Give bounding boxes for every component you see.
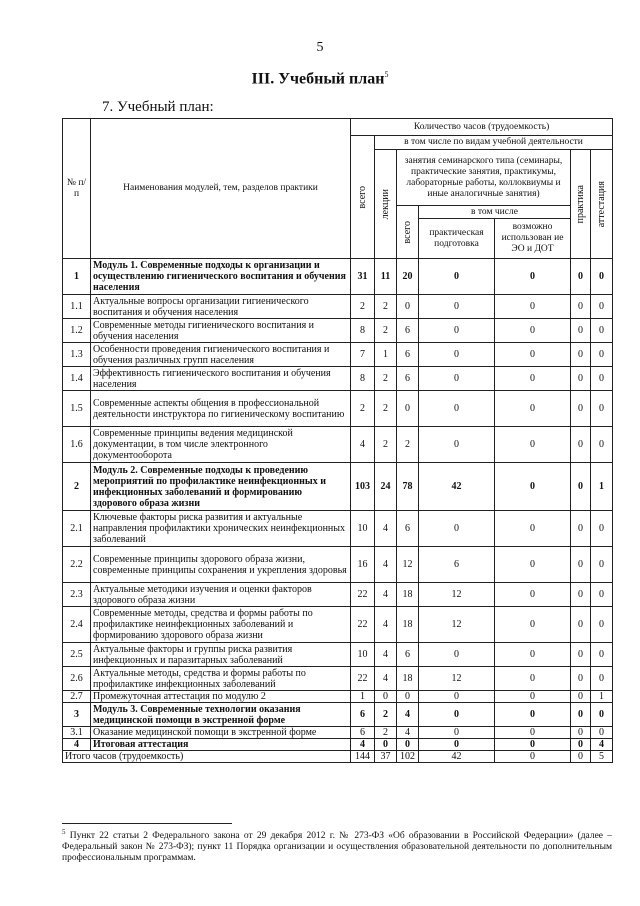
row-sem-total: 6 [397,343,419,367]
row-practical: 0 [419,259,495,295]
row-eo: 0 [495,739,571,751]
row-name: Актуальные вопросы организации гигиенического воспитания и обучения населения [91,295,351,319]
row-practice: 0 [571,703,591,727]
row-num: 3.1 [63,727,91,739]
row-num: 1.3 [63,343,91,367]
row-name: Эффективность гигиенического воспитания и обучения населения [91,367,351,391]
row-attestation: 0 [591,511,613,547]
row-lectures: 2 [375,319,397,343]
row-attestation: 0 [591,259,613,295]
row-practice: 0 [571,667,591,691]
row-attestation: 0 [591,391,613,427]
row-num: 2.7 [63,691,91,703]
row-practice: 0 [571,739,591,751]
row-total: 6 [351,703,375,727]
row-eo: 0 [495,367,571,391]
row-total: 2 [351,295,375,319]
topic-row [63,643,613,667]
row-practical: 0 [419,691,495,703]
row-total: 6 [351,727,375,739]
row-practice: 0 [571,427,591,463]
row-practical: 0 [419,319,495,343]
row-total: 4 [351,427,375,463]
topic-row [63,511,613,547]
row-practice: 0 [571,367,591,391]
row-eo: 0 [495,547,571,583]
row-eo: 0 [495,319,571,343]
row-name: Модуль 3. Современные технологии оказания медицинской помощи в экстренной форме [91,703,351,727]
row-attestation: 0 [591,295,613,319]
row-lectures: 2 [375,295,397,319]
row-attestation: 0 [591,667,613,691]
header-attestation: аттестация [596,180,608,228]
row-sem-total: 18 [397,583,419,607]
row-sem-total: 2 [397,427,419,463]
row-sem-total: 6 [397,319,419,343]
row-total: 4 [351,739,375,751]
topic-row [63,343,613,367]
row-lectures: 11 [375,259,397,295]
total-eo: 0 [495,751,571,763]
row-attestation: 4 [591,739,613,751]
row-lectures: 4 [375,643,397,667]
topic-row [63,367,613,391]
row-name: Оказание медицинской помощи в экстренной форме [91,727,351,739]
row-name: Особенности проведения гигиенического воспитания и обучения различных групп населения [91,343,351,367]
row-num: 2.5 [63,643,91,667]
row-lectures: 4 [375,583,397,607]
row-sem-total: 0 [397,691,419,703]
row-practical: 42 [419,463,495,511]
row-sem-total: 0 [397,295,419,319]
row-eo: 0 [495,511,571,547]
row-attestation: 0 [591,643,613,667]
row-eo: 0 [495,583,571,607]
row-lectures: 4 [375,547,397,583]
row-practice: 0 [571,607,591,643]
row-eo: 0 [495,463,571,511]
row-practical: 0 [419,739,495,751]
row-total: 16 [351,547,375,583]
section-title-text: III. Учебный план [251,70,385,88]
row-sem-total: 6 [397,511,419,547]
row-name: Современные методы, средства и формы работы по профилактике неинфекционных заболеваний и формированию здорового образа жизни [91,607,351,643]
plan-heading: 7. Учебный план: [102,99,214,115]
row-lectures: 2 [375,727,397,739]
row-practical: 12 [419,583,495,607]
row-practice: 0 [571,511,591,547]
footnote [62,827,612,864]
row-practice: 0 [571,643,591,667]
row-name: Модуль 2. Современные подходы к проведению мероприятий по профилактике неинфекционных и инфекционных заболеваний и формированию здорового образа жизни [91,463,351,511]
row-lectures: 4 [375,511,397,547]
row-name: Промежуточная аттестация по модулю 2 [91,691,351,703]
row-eo: 0 [495,643,571,667]
row-name: Ключевые факторы риска развития и актуальные направления профилактики хронических неинфекционных заболеваний [91,511,351,547]
total-hours: 144 [351,751,375,763]
row-num: 1.5 [63,391,91,427]
row-lectures: 4 [375,607,397,643]
row-practice: 0 [571,583,591,607]
row-num: 2.1 [63,511,91,547]
row-total: 8 [351,319,375,343]
row-total: 22 [351,583,375,607]
header-sem-total: всего [402,220,413,244]
row-practical: 0 [419,367,495,391]
row-attestation: 0 [591,367,613,391]
topic-row [63,583,613,607]
row-attestation: 0 [591,727,613,739]
module-row [63,739,613,751]
header-by-type: в том числе по видам учебной деятельности [375,136,613,150]
header-practice-cell [571,150,591,259]
row-total: 2 [351,391,375,427]
row-lectures: 0 [375,739,397,751]
row-sem-total: 4 [397,727,419,739]
header-attestation-cell [591,150,613,259]
page-number: 5 [316,40,324,55]
header-name: Наименования модулей, тем, разделов практики [91,119,351,259]
row-practical: 0 [419,391,495,427]
row-total: 1 [351,691,375,703]
row-attestation: 0 [591,343,613,367]
header-num: № п/п [63,119,91,259]
row-num: 2.4 [63,607,91,643]
section-title-footnote-mark: 5 [384,70,389,79]
total-label: Итого часов (трудоемкость) [63,751,351,763]
row-practice: 0 [571,727,591,739]
row-practice: 0 [571,295,591,319]
table-body [63,259,613,751]
row-name: Современные принципы здорового образа жизни, современные принципы сохранения и укрепления здоровья [91,547,351,583]
header-seminars: занятия семинарского типа (семинары, практические занятия, практикумы, лабораторные работы, коллоквиумы и иные аналогичные занятия) [397,150,571,206]
row-eo: 0 [495,259,571,295]
row-practice: 0 [571,391,591,427]
row-total: 7 [351,343,375,367]
row-num: 4 [63,739,91,751]
module-row [63,703,613,727]
row-eo: 0 [495,391,571,427]
row-name: Современные принципы ведения медицинской документации, в том числе электронного документооборота [91,427,351,463]
row-total: 10 [351,511,375,547]
row-attestation: 0 [591,583,613,607]
row-attestation: 0 [591,547,613,583]
row-practice: 0 [571,463,591,511]
header-practical-training: практическая подготовка [419,219,495,259]
header-hours-total: Количество часов (трудоемкость) [351,119,613,136]
row-practical: 0 [419,511,495,547]
header-total-cell [351,136,375,259]
row-total: 22 [351,607,375,643]
row-name: Современные методы гигиенического воспитания и обучения населения [91,319,351,343]
row-sem-total: 20 [397,259,419,295]
header-practice: практика [575,184,586,224]
row-eo: 0 [495,295,571,319]
row-practical: 12 [419,667,495,691]
header-sem-total-cell [397,206,419,259]
topic-row [63,391,613,427]
row-name: Современные аспекты общения в профессиональной деятельности инструктора по гигиеническому воспитанию [91,391,351,427]
row-practice: 0 [571,259,591,295]
curriculum-table [62,118,613,763]
module-row [63,463,613,511]
module-row [63,259,613,295]
row-sem-total: 6 [397,367,419,391]
row-num: 1.4 [63,367,91,391]
total-attestation: 5 [591,751,613,763]
row-sem-total: 0 [397,391,419,427]
header-possible-eo: возможно использован ие ЭО и ДОТ [495,219,571,259]
topic-row [63,547,613,583]
row-lectures: 0 [375,691,397,703]
row-attestation: 1 [591,463,613,511]
section-title [0,70,640,88]
row-name: Итоговая аттестация [91,739,351,751]
footnote-divider [62,823,232,824]
row-lectures: 24 [375,463,397,511]
row-total: 31 [351,259,375,295]
row-num: 2.2 [63,547,91,583]
topic-row [63,691,613,703]
row-eo: 0 [495,703,571,727]
total-sem: 102 [397,751,419,763]
row-sem-total: 18 [397,667,419,691]
row-practical: 0 [419,643,495,667]
row-num: 1.1 [63,295,91,319]
row-practical: 6 [419,547,495,583]
row-practice: 0 [571,319,591,343]
row-eo: 0 [495,727,571,739]
header-total: всего [357,185,368,209]
row-attestation: 0 [591,607,613,643]
topic-row [63,667,613,691]
row-sem-total: 78 [397,463,419,511]
row-practical: 0 [419,727,495,739]
row-lectures: 4 [375,667,397,691]
total-row [63,751,613,763]
row-practical: 0 [419,703,495,727]
topic-row [63,727,613,739]
row-total: 22 [351,667,375,691]
row-sem-total: 6 [397,643,419,667]
row-sem-total: 4 [397,703,419,727]
row-eo: 0 [495,427,571,463]
row-total: 103 [351,463,375,511]
row-num: 3 [63,703,91,727]
header-lectures: лекции [380,188,391,220]
row-lectures: 1 [375,343,397,367]
footnote-mark: 5 [62,828,66,836]
row-sem-total: 12 [397,547,419,583]
total-practical: 42 [419,751,495,763]
row-eo: 0 [495,667,571,691]
row-num: 1 [63,259,91,295]
row-num: 2.3 [63,583,91,607]
row-practice: 0 [571,547,591,583]
row-lectures: 2 [375,427,397,463]
topic-row [63,295,613,319]
row-attestation: 1 [591,691,613,703]
row-name: Актуальные факторы и группы риска развития инфекционных и паразитарных заболеваний [91,643,351,667]
row-lectures: 2 [375,391,397,427]
topic-row [63,319,613,343]
topic-row [63,607,613,643]
row-practice: 0 [571,343,591,367]
topic-row [63,427,613,463]
row-num: 1.6 [63,427,91,463]
header-including: в том числе [419,206,571,219]
row-practical: 12 [419,607,495,643]
row-name: Модуль 1. Современные подходы к организации и осуществлению гигиенического воспитания и обучения населения [91,259,351,295]
row-attestation: 0 [591,319,613,343]
row-num: 2.6 [63,667,91,691]
row-lectures: 2 [375,367,397,391]
row-total: 8 [351,367,375,391]
row-attestation: 0 [591,703,613,727]
row-sem-total: 0 [397,739,419,751]
row-sem-total: 18 [397,607,419,643]
row-attestation: 0 [591,427,613,463]
total-lectures: 37 [375,751,397,763]
row-name: Актуальные методики изучения и оценки факторов здорового образа жизни [91,583,351,607]
header-lectures-cell [375,150,397,259]
row-practical: 0 [419,427,495,463]
row-eo: 0 [495,343,571,367]
row-num: 1.2 [63,319,91,343]
row-eo: 0 [495,691,571,703]
total-practice: 0 [571,751,591,763]
footnote-text: Пункт 22 статьи 2 Федерального закона от 29 декабря 2012 г. № 273-ФЗ «Об образовании в Российской Федерации» (далее – Федеральный закон № 273-ФЗ); пункт 11 Порядка организации и осуществления образовательной деятельности по дополнительным профессиональным программам. [62,831,612,864]
row-lectures: 2 [375,703,397,727]
row-practical: 0 [419,295,495,319]
row-name: Актуальные методы, средства и формы работы по профилактике инфекционных заболеваний [91,667,351,691]
row-num: 2 [63,463,91,511]
row-total: 10 [351,643,375,667]
row-practical: 0 [419,343,495,367]
row-practice: 0 [571,691,591,703]
row-eo: 0 [495,607,571,643]
